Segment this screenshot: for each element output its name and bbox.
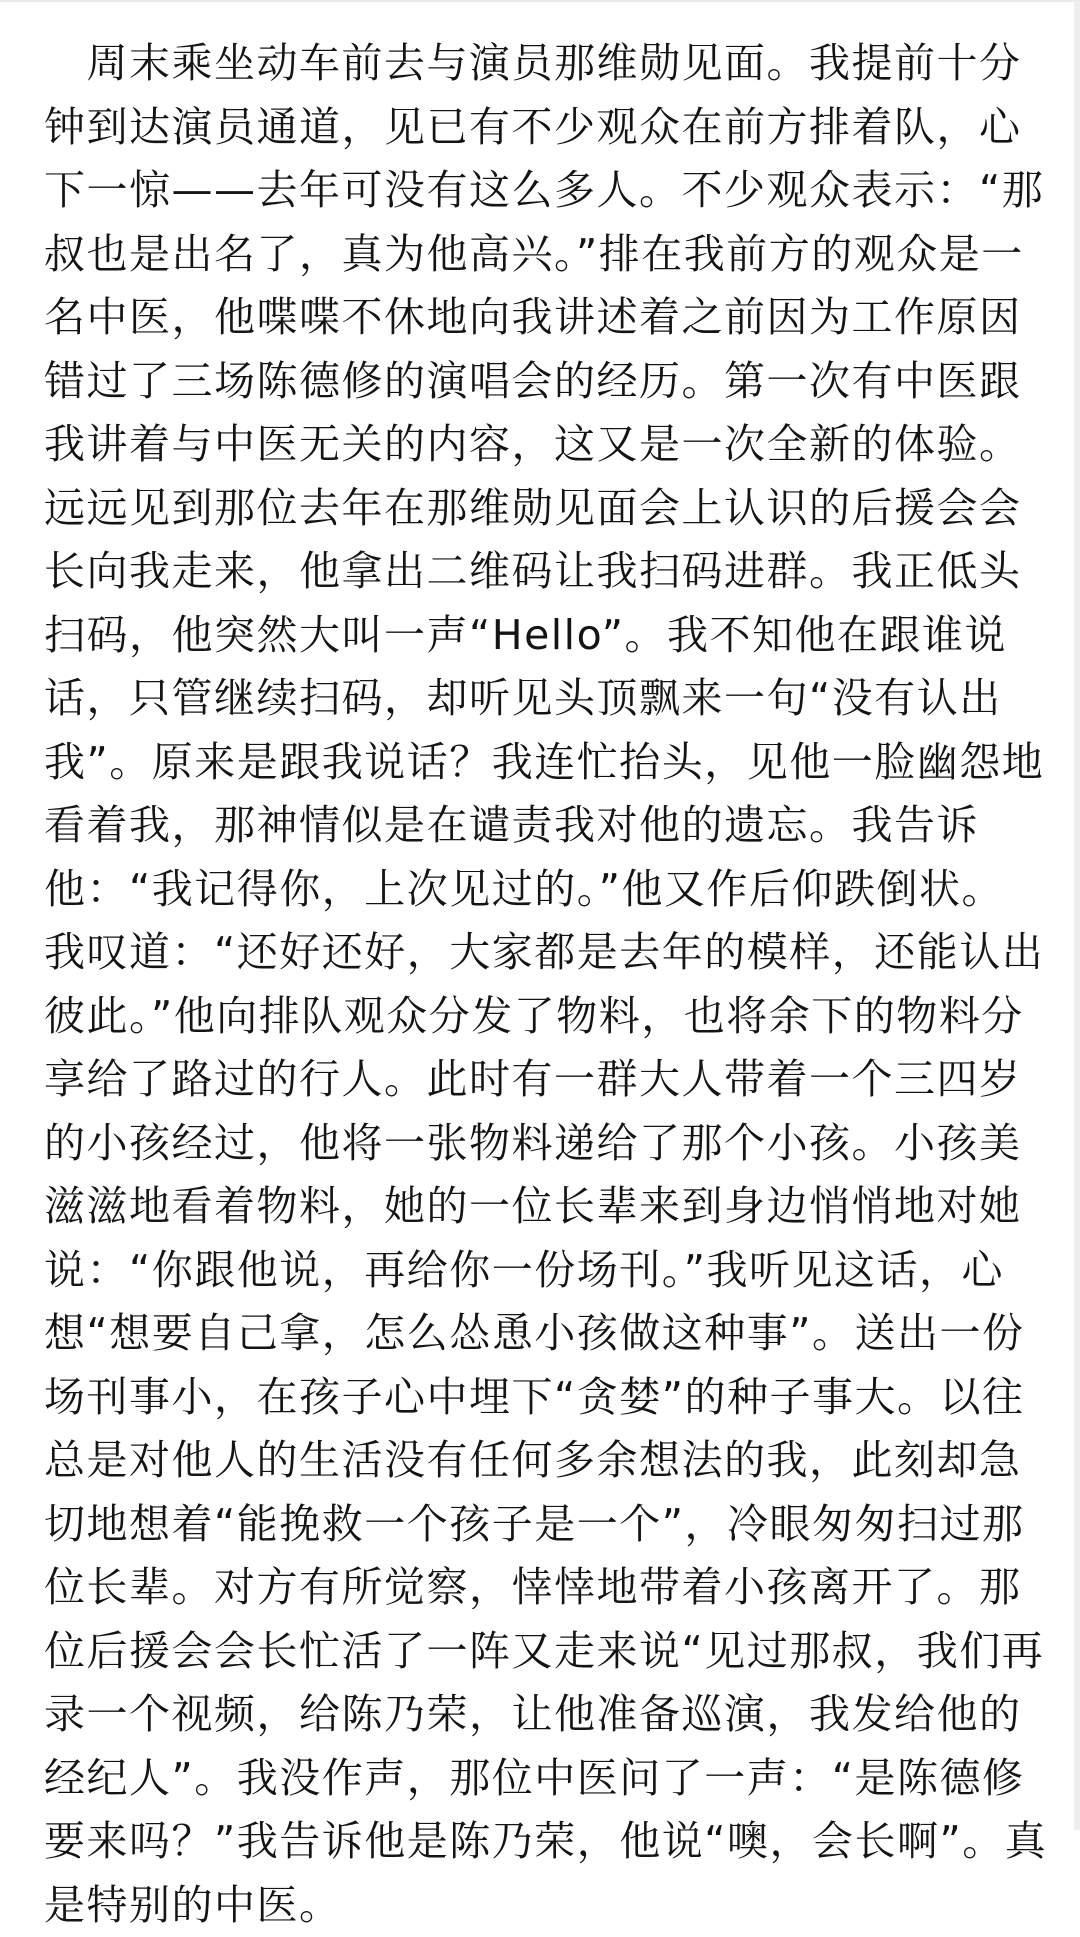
text-line: 想“想要自己拿，怎么怂恿小孩做这种事”。送出一份	[44, 1302, 1034, 1366]
text-line: 错过了三场陈德修的演唱会的经历。第一次有中医跟	[44, 350, 1034, 414]
text-line: 场刊事小，在孩子心中埋下“贪婪”的种子事大。以往	[44, 1366, 1034, 1430]
article-paragraph	[44, 32, 1034, 1937]
text-line: 经纪人”。我没作声，那位中医问了一声：“是陈德修	[44, 1747, 1034, 1811]
text-line: 叔也是出名了，真为他高兴。”排在我前方的观众是一	[44, 223, 1034, 287]
text-line: 的小孩经过，他将一张物料递给了那个小孩。小孩美	[44, 1112, 1034, 1176]
text-line: 我”。原来是跟我说话？我连忙抬头，见他一脸幽怨地	[44, 731, 1034, 795]
text-line: 钟到达演员通道，见已有不少观众在前方排着队，心	[44, 96, 1034, 160]
text-line: 是特别的中医。	[44, 1874, 1034, 1937]
text-line: 位后援会会长忙活了一阵又走来说“见过那叔，我们再	[44, 1620, 1034, 1684]
text-line: 周末乘坐动车前去与演员那维勋见面。我提前十分	[44, 32, 1034, 96]
text-line: 彼此。”他向排队观众分发了物料，也将余下的物料分	[44, 985, 1034, 1049]
text-line: 说：“你跟他说，再给你一份场刊。”我听见这话，心	[44, 1239, 1034, 1303]
text-line: 位长辈。对方有所觉察，悻悻地带着小孩离开了。那	[44, 1556, 1034, 1620]
text-line: 长向我走来，他拿出二维码让我扫码进群。我正低头	[44, 540, 1034, 604]
text-line: 滋滋地看着物料，她的一位长辈来到身边悄悄地对她	[44, 1175, 1034, 1239]
text-line: 享给了路过的行人。此时有一群大人带着一个三四岁	[44, 1048, 1034, 1112]
text-line: 看着我，那神情似是在谴责我对他的遗忘。我告诉	[44, 794, 1034, 858]
text-line: 切地想着“能挽救一个孩子是一个”，冷眼匆匆扫过那	[44, 1493, 1034, 1557]
text-line: 录一个视频，给陈乃荣，让他准备巡演，我发给他的	[44, 1683, 1034, 1747]
text-line: 总是对他人的生活没有任何多余想法的我，此刻却急	[44, 1429, 1034, 1493]
text-line: 话，只管继续扫码，却听见头顶飘来一句“没有认出	[44, 667, 1034, 731]
text-line: 远远见到那位去年在那维勋见面会上认识的后援会会	[44, 477, 1034, 541]
text-line: 我讲着与中医无关的内容，这又是一次全新的体验。	[44, 413, 1034, 477]
text-line: 名中医，他喋喋不休地向我讲述着之前因为工作原因	[44, 286, 1034, 350]
text-line: 扫码，他突然大叫一声“Hello”。我不知他在跟谁说	[44, 604, 1034, 668]
text-line: 他：“我记得你，上次见过的。”他又作后仰跌倒状。	[44, 858, 1034, 922]
text-line: 下一惊——去年可没有这么多人。不少观众表示：“那	[44, 159, 1034, 223]
text-line: 要来吗？”我告诉他是陈乃荣，他说“噢，会长啊”。真	[44, 1810, 1034, 1874]
text-line: 我叹道：“还好还好，大家都是去年的模样，还能认出	[44, 921, 1034, 985]
